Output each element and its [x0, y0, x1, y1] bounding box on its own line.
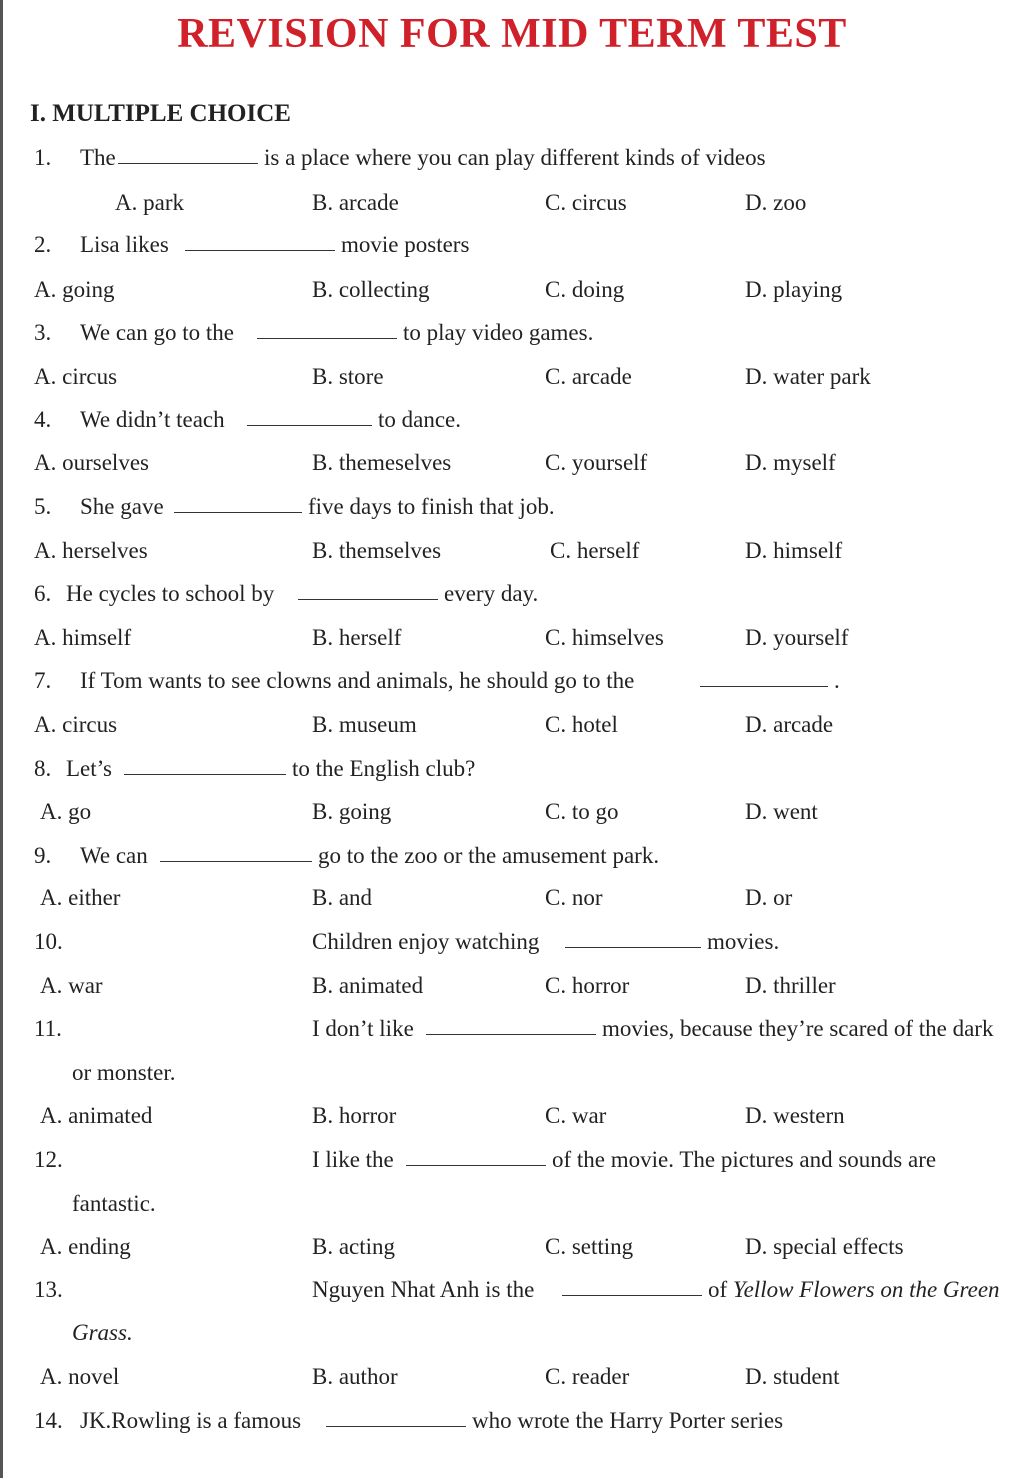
stem-before-4: We didn’t teach: [80, 407, 225, 432]
stem-after-2: movie posters: [341, 232, 470, 257]
answer-blank-4[interactable]: [247, 409, 372, 426]
stem-after-8: to the English club?: [292, 756, 476, 781]
option-3-c[interactable]: C. arcade: [545, 364, 632, 389]
question-number-12: 12.: [34, 1147, 63, 1172]
option-5-b[interactable]: B. themselves: [312, 538, 442, 563]
stem-after-9: go to the zoo or the amusement park.: [318, 843, 660, 868]
option-8-b[interactable]: B. going: [312, 799, 392, 824]
question-number-10: 10.: [34, 929, 63, 954]
question-stem-12: [312, 1147, 394, 1173]
stem-before-14: JK.Rowling is a famous: [80, 1408, 302, 1433]
option-12-c[interactable]: C. setting: [545, 1234, 634, 1259]
stem-before-2: Lisa likes: [80, 232, 169, 257]
answer-blank-8[interactable]: [124, 758, 286, 775]
question-number-8: 8.: [34, 756, 52, 781]
question-stem-10: [312, 929, 539, 955]
option-6-b[interactable]: B. herself: [312, 625, 402, 650]
option-9-d[interactable]: D. or: [745, 885, 793, 910]
question-stem-5: [80, 494, 164, 520]
option-6-c[interactable]: C. himselves: [545, 625, 664, 650]
section-heading: I. MULTIPLE CHOICE: [30, 100, 291, 127]
stem-before-10: Children enjoy watching: [312, 929, 540, 954]
question-stem-11: [312, 1016, 414, 1042]
answer-blank-10[interactable]: [565, 931, 701, 948]
option-13-c[interactable]: C. reader: [545, 1364, 630, 1389]
option-11-a[interactable]: A. animated: [40, 1103, 153, 1128]
stem-after-11: movies, because they’re scared of the dark: [602, 1016, 994, 1041]
answer-blank-14[interactable]: [326, 1410, 466, 1427]
stem-before-5: She gave: [80, 494, 164, 519]
answer-blank-9[interactable]: [160, 845, 312, 862]
option-6-d[interactable]: D. yourself: [745, 625, 849, 650]
option-1-d[interactable]: D. zoo: [745, 190, 807, 215]
question-number-2: 2.: [34, 232, 52, 257]
option-11-d[interactable]: D. western: [745, 1103, 845, 1128]
page-edge: [0, 0, 3, 1478]
option-12-a[interactable]: A. ending: [40, 1234, 131, 1259]
option-13-a[interactable]: A. novel: [40, 1364, 120, 1389]
answer-blank-7[interactable]: [700, 670, 828, 687]
page-title: REVISION FOR MID TERM TEST: [177, 11, 847, 57]
question-stem-3: [80, 320, 234, 346]
option-4-d[interactable]: D. myself: [745, 450, 836, 475]
option-7-d[interactable]: D. arcade: [745, 712, 834, 737]
stem-after-13: of Yellow Flowers on the Green: [708, 1277, 1000, 1302]
stem-italic-13: Yellow Flowers on the Green: [727, 1277, 1000, 1302]
question-stem-7: [80, 668, 634, 694]
option-10-a[interactable]: A. war: [40, 973, 103, 998]
stem-before-8: Let’s: [66, 756, 112, 781]
question-number-13: 13.: [34, 1277, 63, 1302]
option-1-b[interactable]: B. arcade: [312, 190, 399, 215]
stem-after-1: is a place where you can play different kinds of videos: [264, 145, 766, 170]
question-number-4: 4.: [34, 407, 52, 432]
option-12-d[interactable]: D. special effects: [745, 1234, 904, 1259]
question-stem-1: [80, 145, 116, 171]
question-stem-6: [66, 581, 274, 607]
question-number-14: 14.: [34, 1408, 63, 1433]
option-8-d[interactable]: D. went: [745, 799, 818, 824]
option-13-d[interactable]: D. student: [745, 1364, 840, 1389]
option-3-a[interactable]: A. circus: [34, 364, 118, 389]
option-2-b[interactable]: B. collecting: [312, 277, 430, 302]
stem-after-5: five days to finish that job.: [308, 494, 555, 519]
question-number-9: 9.: [34, 843, 52, 868]
option-1-a[interactable]: A. park: [115, 190, 184, 215]
answer-blank-12[interactable]: [406, 1149, 546, 1166]
answer-blank-2[interactable]: [185, 234, 335, 251]
option-3-b[interactable]: B. store: [312, 364, 384, 389]
answer-blank-3[interactable]: [257, 322, 397, 339]
option-10-b[interactable]: B. animated: [312, 973, 424, 998]
option-7-c[interactable]: C. hotel: [545, 712, 618, 737]
option-13-b[interactable]: B. author: [312, 1364, 398, 1389]
option-10-c[interactable]: C. horror: [545, 973, 630, 998]
stem-continued-11: or monster.: [72, 1060, 176, 1085]
stem-after-7: .: [834, 668, 840, 693]
question-number-6: 6.: [34, 581, 52, 606]
option-3-d[interactable]: D. water park: [745, 364, 871, 389]
stem-before-12: I like the: [312, 1147, 394, 1172]
option-4-b[interactable]: B. themeselves: [312, 450, 452, 475]
stem-after-10: movies.: [707, 929, 780, 954]
option-5-d[interactable]: D. himself: [745, 538, 843, 563]
option-7-a[interactable]: A. circus: [34, 712, 118, 737]
option-5-a[interactable]: A. herselves: [34, 538, 148, 563]
option-10-d[interactable]: D. thriller: [745, 973, 836, 998]
question-stem-8: [66, 756, 112, 782]
option-6-a[interactable]: A. himself: [34, 625, 132, 650]
stem-after-4: to dance.: [378, 407, 462, 432]
option-9-c[interactable]: C. nor: [545, 885, 603, 910]
question-stem-13: [312, 1277, 534, 1303]
option-4-a[interactable]: A. ourselves: [34, 450, 149, 475]
stem-before-3: We can go to the: [80, 320, 234, 345]
question-number-7: 7.: [34, 668, 52, 693]
stem-after-6: every day.: [444, 581, 539, 606]
answer-blank-13[interactable]: [562, 1279, 702, 1296]
option-4-c[interactable]: C. yourself: [545, 450, 648, 475]
answer-blank-5[interactable]: [174, 496, 302, 513]
stem-before-6: He cycles to school by: [66, 581, 275, 606]
question-stem-2: [80, 232, 169, 258]
stem-continued-13: Grass.: [72, 1320, 133, 1345]
option-2-a[interactable]: A. going: [34, 277, 115, 302]
question-number-3: 3.: [34, 320, 52, 345]
option-2-d[interactable]: D. playing: [745, 277, 843, 302]
option-7-b[interactable]: B. museum: [312, 712, 417, 737]
option-5-c[interactable]: C. herself: [550, 538, 640, 563]
answer-blank-1[interactable]: [118, 147, 258, 164]
option-2-c[interactable]: C. doing: [545, 277, 625, 302]
stem-before-7: If Tom wants to see clowns and animals, he should go to the: [80, 668, 635, 693]
option-9-b[interactable]: B. and: [312, 885, 373, 910]
stem-after-3: to play video games.: [403, 320, 594, 345]
stem-before-1: The: [80, 145, 116, 170]
option-11-c[interactable]: C. war: [545, 1103, 607, 1128]
stem-before-9: We can: [80, 843, 148, 868]
option-8-a[interactable]: A. go: [40, 799, 92, 824]
option-1-c[interactable]: C. circus: [545, 190, 627, 215]
answer-blank-6[interactable]: [298, 583, 438, 600]
option-12-b[interactable]: B. acting: [312, 1234, 396, 1259]
question-number-5: 5.: [34, 494, 52, 519]
question-stem-4: [80, 407, 225, 433]
question-stem-9: [80, 843, 148, 869]
question-number-1: 1.: [34, 145, 52, 170]
stem-before-13: Nguyen Nhat Anh is the: [312, 1277, 535, 1302]
stem-after-14: who wrote the Harry Porter series: [472, 1408, 784, 1433]
question-number-11: 11.: [34, 1016, 62, 1041]
stem-continued-12: fantastic.: [72, 1191, 156, 1216]
question-stem-14: [80, 1408, 301, 1434]
option-9-a[interactable]: A. either: [40, 885, 121, 910]
stem-after-12: of the movie. The pictures and sounds are: [552, 1147, 937, 1172]
option-11-b[interactable]: B. horror: [312, 1103, 397, 1128]
stem-before-11: I don’t like: [312, 1016, 414, 1041]
answer-blank-11[interactable]: [426, 1018, 596, 1035]
option-8-c[interactable]: C. to go: [545, 799, 619, 824]
